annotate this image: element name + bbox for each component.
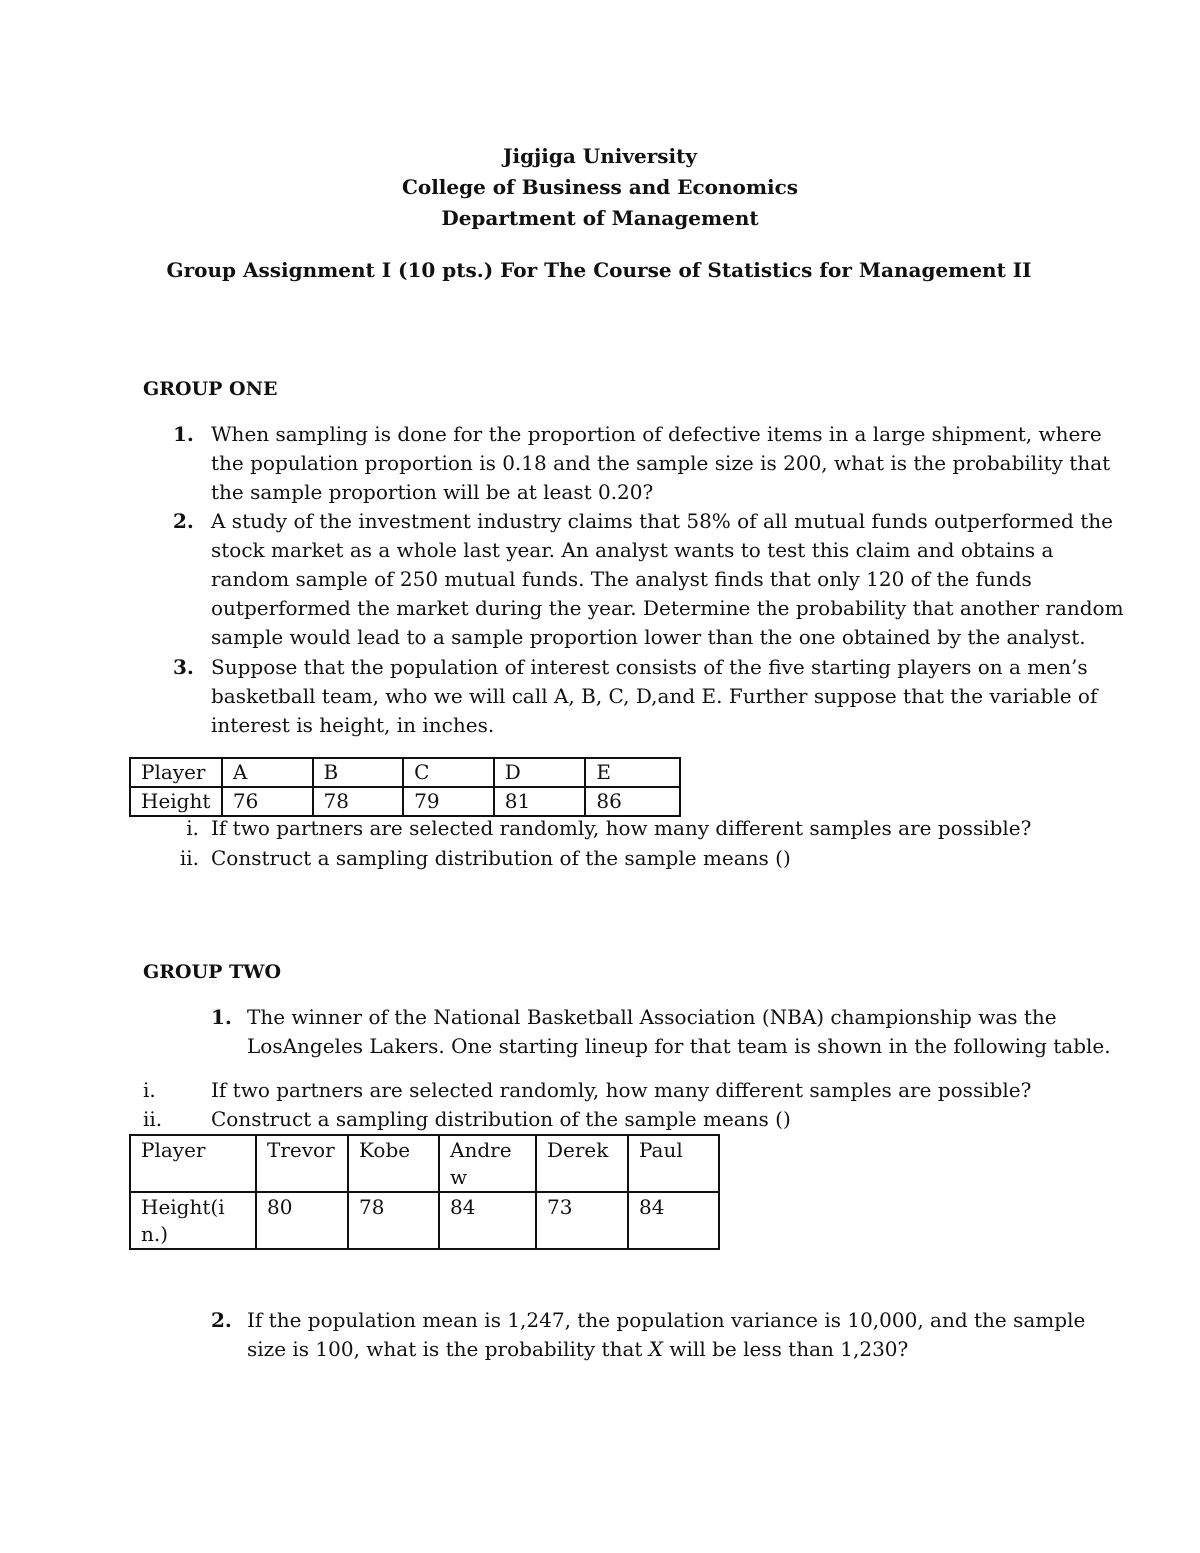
group-two-question-1 <box>211 1003 1111 1061</box>
table-cell: 73 <box>536 1192 628 1249</box>
table-cell: Player <box>130 758 222 787</box>
table-cell: 79 <box>403 787 494 816</box>
lakers-lineup-table <box>129 1134 720 1250</box>
table-cell: Derek <box>536 1135 628 1192</box>
table-cell: Height <box>130 787 222 816</box>
table-cell: B <box>313 758 404 787</box>
assignment-title: Group Assignment I (10 pts.) For The Course of Statistics for Management II <box>166 258 1032 282</box>
question-text: size is 100, what is the probability that <box>247 1337 649 1361</box>
group-two-heading: GROUP TWO <box>143 961 282 983</box>
question-number: 1. <box>211 1005 232 1029</box>
question-line: random sample of 250 mutual funds. The analyst finds that only 120 of the funds <box>211 567 1032 591</box>
table-row <box>130 1192 719 1249</box>
table-cell: 84 <box>628 1192 719 1249</box>
subquestion-text: Construct a sampling distribution of the sample means () <box>211 846 791 870</box>
question-number: 2. <box>173 509 194 533</box>
group-one-question-2 <box>173 507 1124 652</box>
table-cell: C <box>403 758 494 787</box>
group-two-subquestion-i <box>143 1078 1032 1102</box>
subquestion-text: If two partners are selected randomly, how many different samples are possible? <box>211 816 1032 840</box>
question-line: A study of the investment industry claims that 58% of all mutual funds outperformed the <box>211 509 1113 533</box>
table-cell: D <box>494 758 586 787</box>
table-cell: Paul <box>628 1135 719 1192</box>
question-line: the sample proportion will be at least 0.20? <box>211 480 654 504</box>
table-row <box>130 758 680 787</box>
question-line: basketball team, who we will call A, B, C, D,and E. Further suppose that the variable of <box>211 684 1098 708</box>
table-cell: Trevor <box>256 1135 348 1192</box>
player-height-table <box>129 757 681 817</box>
table-cell: Kobe <box>348 1135 439 1192</box>
subquestion-number: ii. <box>179 846 199 870</box>
group-one-subquestion-ii <box>179 846 791 870</box>
college-name: College of Business and Economics <box>401 175 799 199</box>
subquestion-number: i. <box>186 816 199 840</box>
group-one-question-1 <box>173 420 1111 507</box>
table-cell: Player <box>130 1135 256 1192</box>
department-name: Department of Management <box>441 206 759 230</box>
group-one-subquestion-i <box>186 816 1032 840</box>
question-number: 1. <box>173 422 194 446</box>
table-cell: 78 <box>348 1192 439 1249</box>
question-line: sample would lead to a sample proportion lower than the one obtained by the analyst. <box>211 625 1086 649</box>
table-cell: 78 <box>313 787 404 816</box>
table-cell: 80 <box>256 1192 348 1249</box>
question-line: LosAngeles Lakers. One starting lineup for that team is shown in the following table. <box>247 1034 1111 1058</box>
university-name: Jigjiga University <box>503 144 697 168</box>
group-two-question-2 <box>211 1306 1086 1364</box>
table-cell: E <box>585 758 680 787</box>
subquestion-number: i. <box>143 1078 156 1102</box>
table-cell: Andrew <box>439 1135 536 1192</box>
table-row <box>130 1135 719 1192</box>
table-cell: 76 <box>222 787 313 816</box>
question-line: The winner of the National Basketball Association (NBA) championship was the <box>247 1005 1057 1029</box>
variable-x: X <box>648 1337 664 1361</box>
question-line: When sampling is done for the proportion of defective items in a large shipment, where <box>211 422 1102 446</box>
table-cell: A <box>222 758 313 787</box>
question-line <box>247 1335 1085 1364</box>
subquestion-text: Construct a sampling distribution of the sample means () <box>211 1107 791 1131</box>
question-number: 3. <box>173 655 194 679</box>
question-line: interest is height, in inches. <box>211 713 495 737</box>
subquestion-number: ii. <box>143 1107 163 1131</box>
table-cell: Height(in.) <box>130 1192 256 1249</box>
question-line: the population proportion is 0.18 and the sample size is 200, what is the probability that <box>211 451 1111 475</box>
table-cell: 81 <box>494 787 586 816</box>
question-number: 2. <box>211 1308 232 1332</box>
table-cell: 84 <box>439 1192 536 1249</box>
question-line: Suppose that the population of interest consists of the five starting players on a men’s <box>211 655 1088 679</box>
question-line: outperformed the market during the year. Determine the probability that another random <box>211 596 1124 620</box>
table-row <box>130 787 680 816</box>
question-line: stock market as a whole last year. An analyst wants to test this claim and obtains a <box>211 538 1054 562</box>
subquestion-text: If two partners are selected randomly, how many different samples are possible? <box>211 1078 1032 1102</box>
group-one-heading: GROUP ONE <box>143 378 278 400</box>
question-text: will be less than 1,230? <box>663 1337 909 1361</box>
question-line: If the population mean is 1,247, the population variance is 10,000, and the sample <box>247 1308 1086 1332</box>
group-two-subquestion-ii <box>143 1107 791 1131</box>
group-one-question-3 <box>173 653 1098 740</box>
table-cell: 86 <box>585 787 680 816</box>
